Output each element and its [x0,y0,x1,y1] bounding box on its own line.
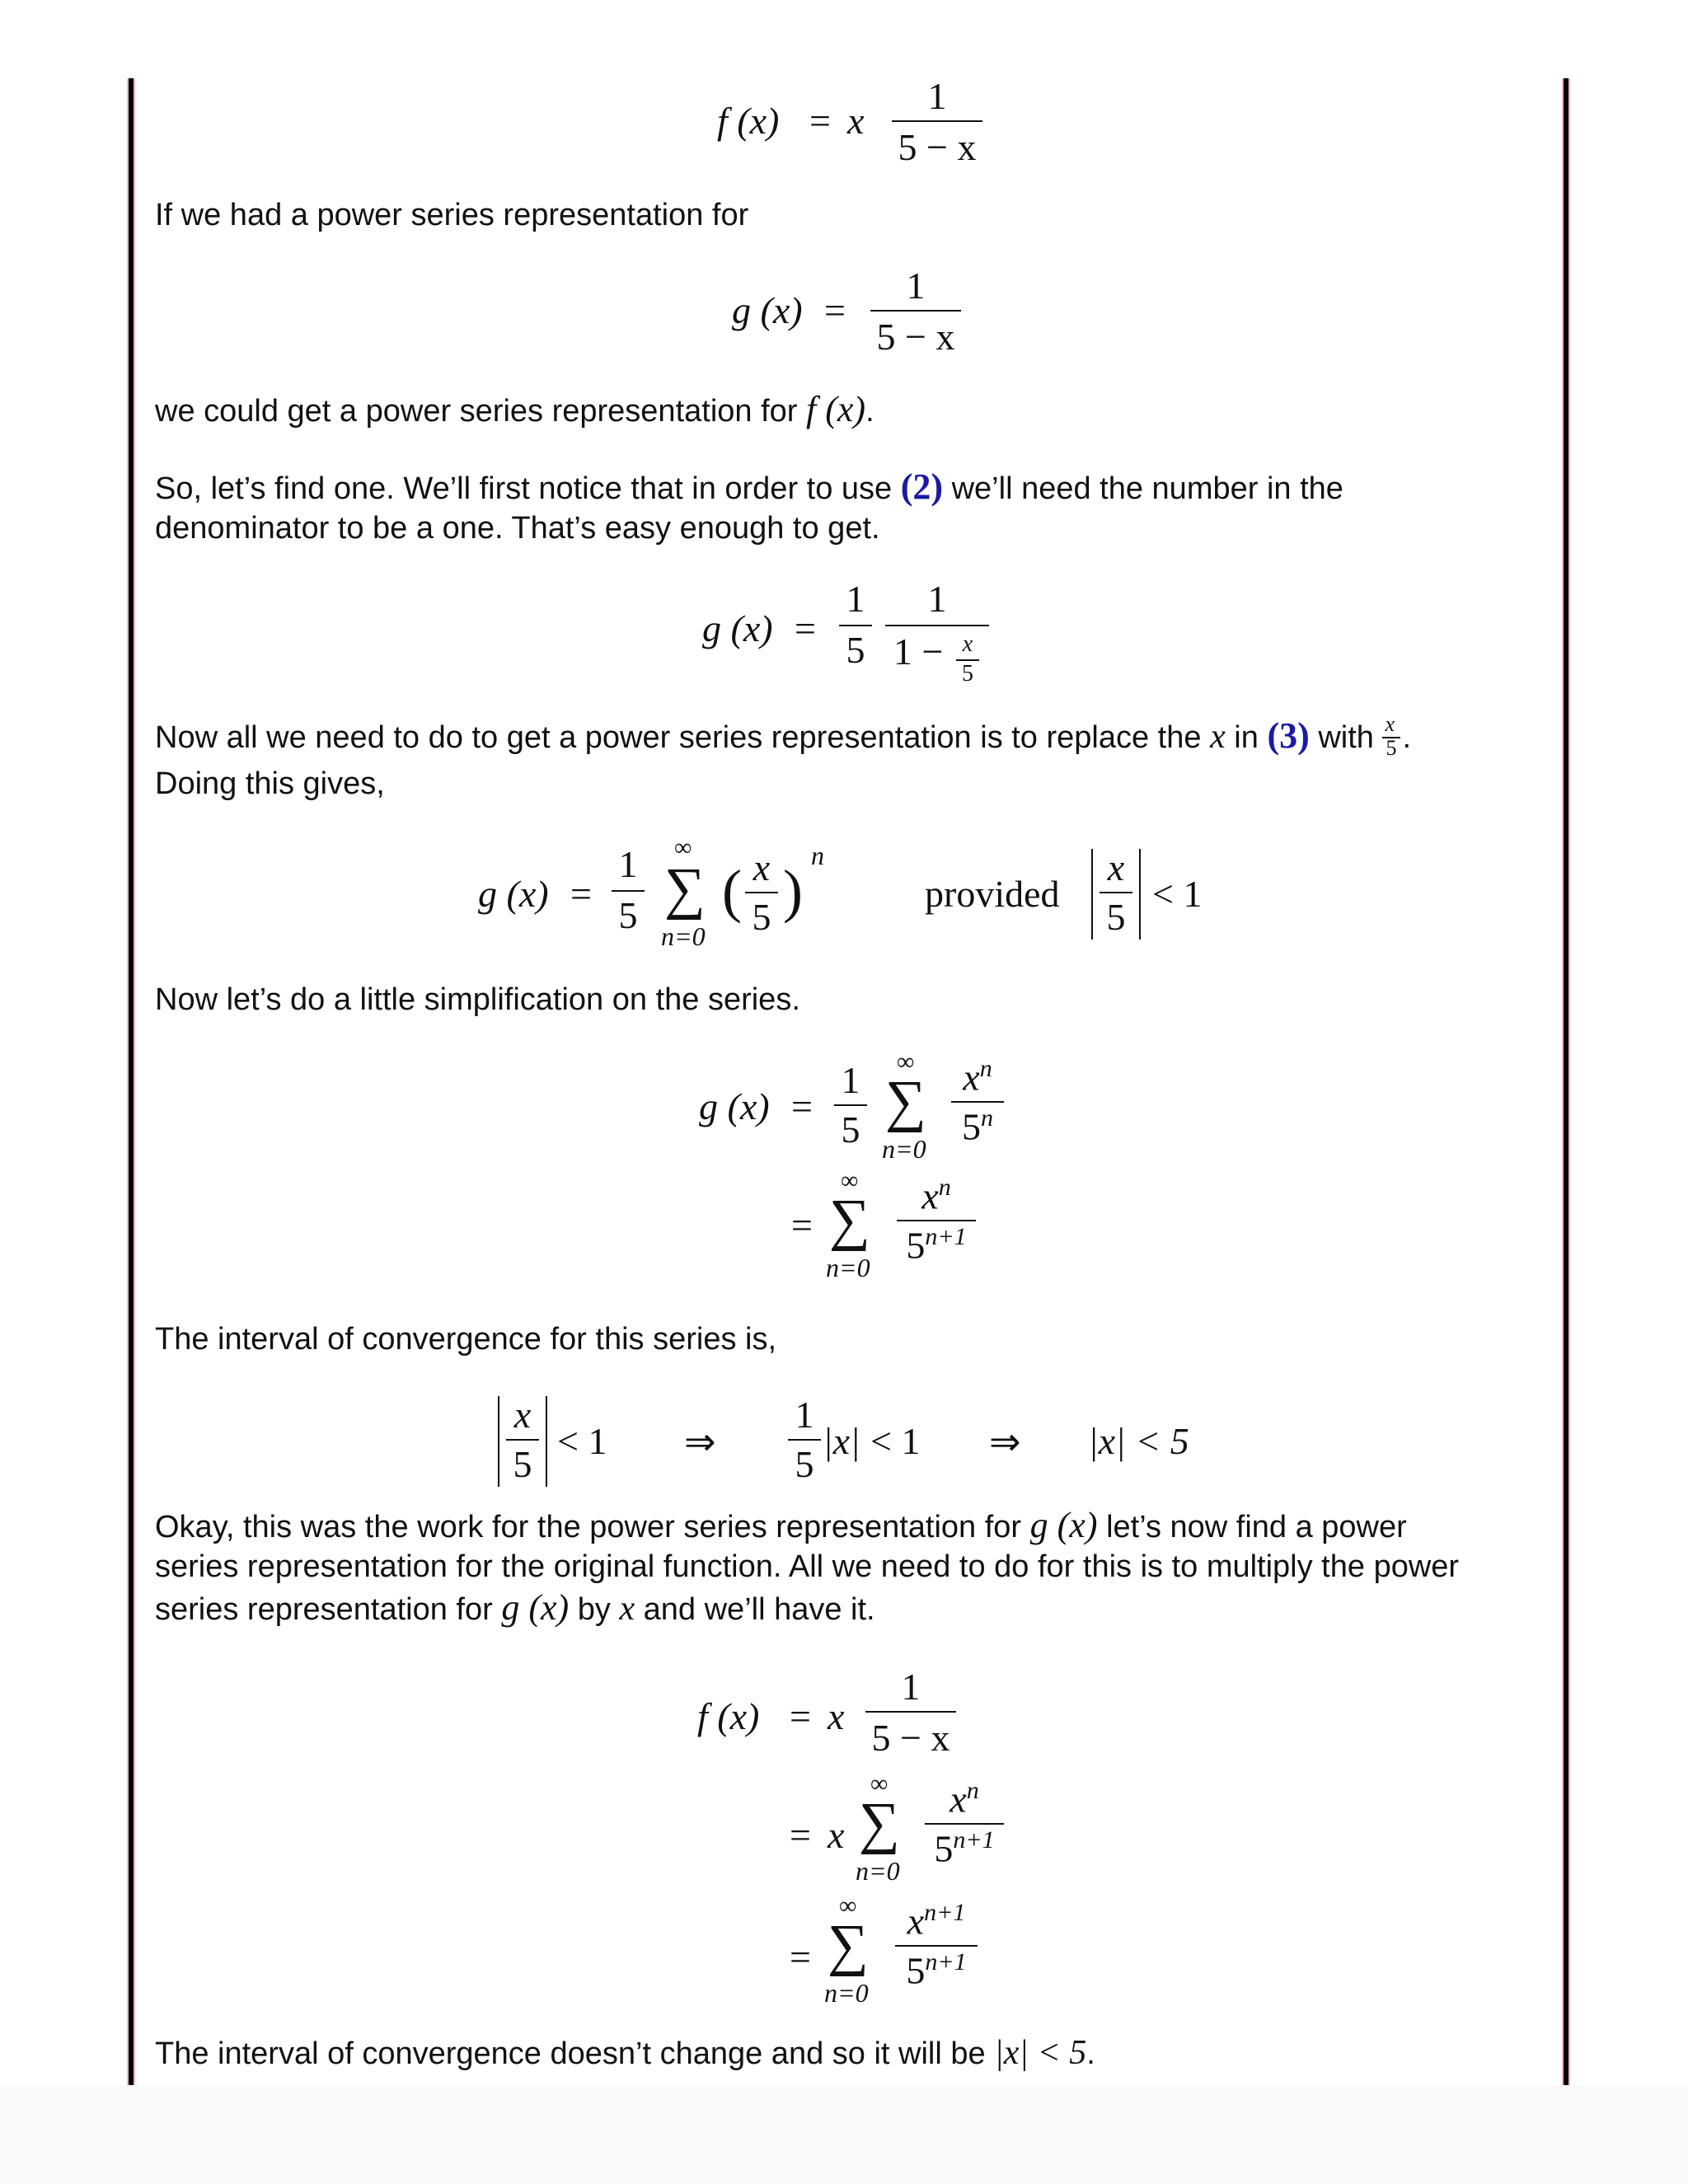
paragraph-4-line-2: Doing this gives, [155,766,385,801]
equation-interval: x 5 < 1 ⇒ 1 5 |x| < 1 ⇒ |x| < 5 [498,1390,1223,1497]
paragraph-7: Okay, this was the work for the power series representation for g (x) let’s now find a power [155,1505,1407,1545]
paragraph-7-line-2: series representation for the original function. All we need to do for this is to multiply the power [155,1549,1460,1584]
paragraph-3-line-2: denominator to be a one. That’s easy enough to get. [155,511,880,546]
right-border [1564,78,1568,2085]
equation-g-simplified: g (x) = 1 5 ∞ ∑ n=0 $x^n$ $5^n$ = ∞ ∑ n=0 $x^n$ $5^{n+1}$ [699,1055,1012,1302]
paragraph-6: The interval of convergence for this series is, [155,1322,777,1357]
equation-f-series: f (x) = x 1 5 − x = x ∞ ∑ n=0 $x^n$ $5^{n+1}$ = ∞ ∑ n=0 $x^{n+1}$ $5^{n+1}$ [697,1665,1027,2019]
paragraph-5: Now let’s do a little simplification on the series. [155,982,800,1017]
paragraph-7-line-3: series representation for g (x) by x and we’ll have it. [155,1587,875,1628]
paragraph-4: Now all we need to do to get a power series representation is to replace the x in (3) with $\frac{x}{5}$ . [155,712,1412,760]
equation-ref-2[interactable]: (2) [900,466,944,507]
paragraph-2: we could get a power series representation for f (x). [155,389,874,429]
equation-g-series: g (x) = 1 5 ∞ ∑ n=0 ( x 5 ) n provided x 5 < 1 [478,834,1203,951]
paragraph-3: So, let’s find one. We’ll first notice that in order to use (2) we’ll need the number in the [155,466,1343,507]
equation-f-definition: f (x) = x 1 5 − x [717,74,997,173]
paragraph-8: The interval of convergence doesn’t change and so it will be |x| < 5. [155,2034,1095,2072]
equation-ref-3[interactable]: (3) [1267,715,1310,756]
paragraph-1: If we had a power series representation for [155,198,749,232]
equation-g-definition: g (x) = 1 5 − x [732,264,979,363]
equation-g-rewritten: g (x) = 1 5 1 1 − x 5 [702,577,999,692]
left-border [129,78,134,2085]
